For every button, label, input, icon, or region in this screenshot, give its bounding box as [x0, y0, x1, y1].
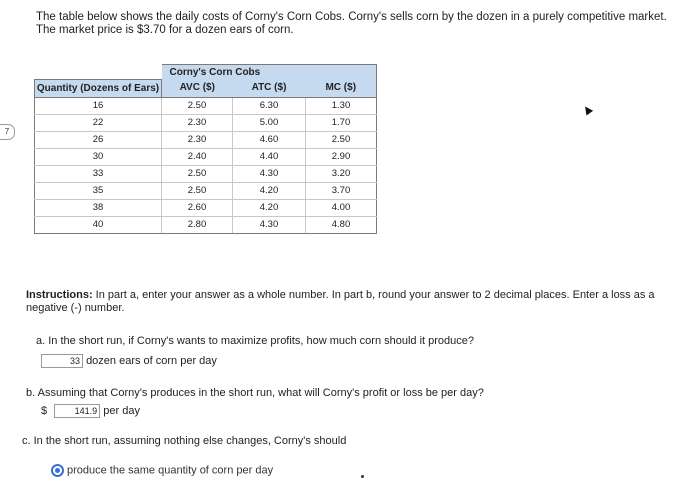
instructions [26, 289, 676, 314]
quantity-cell: 38 [35, 199, 162, 216]
table-row [35, 114, 377, 131]
table-row [35, 97, 377, 114]
atc-cell: 4.20 [233, 199, 306, 216]
quantity-cell: 35 [35, 182, 162, 199]
avc-cell: 2.50 [162, 182, 233, 199]
instructions-label: Instructions: [26, 289, 93, 301]
atc-cell: 4.60 [233, 131, 306, 148]
quantity-cell: 40 [35, 216, 162, 233]
part-b-answer-row [41, 404, 140, 418]
part-a-question: a. In the short run, if Corny's wants to maximize profits, how much corn should it produce? [36, 335, 475, 347]
intro-text: The table below shows the daily costs of Corny's Corn Cobs. Corny's sells corn by the dozen in a purely competitive market. The market price is $3.70 for a dozen ears of corn. [36, 11, 667, 36]
table-spacer [35, 65, 162, 80]
mc-cell: 1.30 [306, 97, 377, 114]
part-c-question: c. In the short run, assuming nothing else changes, Corny's should [22, 435, 347, 447]
part-c-option-label: produce the same quantity of corn per day [67, 464, 274, 477]
mc-cell: 1.70 [306, 114, 377, 131]
radio-selected-icon[interactable] [51, 464, 64, 477]
part-b-answer-input[interactable]: 141.9 [54, 404, 100, 418]
mc-cell: 4.80 [306, 216, 377, 233]
header-atc: ATC ($) [233, 79, 306, 97]
mc-cell: 3.20 [306, 165, 377, 182]
decorative-dot [361, 475, 364, 478]
table-row [35, 131, 377, 148]
table-row [35, 165, 377, 182]
avc-cell: 2.30 [162, 114, 233, 131]
avc-cell: 2.30 [162, 131, 233, 148]
mc-cell: 2.50 [306, 131, 377, 148]
atc-cell: 4.40 [233, 148, 306, 165]
avc-cell: 2.60 [162, 199, 233, 216]
question-number-tab[interactable]: 7 [0, 124, 15, 140]
header-quantity: Quantity (Dozens of Ears) [35, 79, 162, 97]
atc-cell: 4.20 [233, 182, 306, 199]
quantity-cell: 22 [35, 114, 162, 131]
atc-cell: 6.30 [233, 97, 306, 114]
part-c-selected-option[interactable] [51, 464, 273, 477]
table-row [35, 148, 377, 165]
quantity-cell: 16 [35, 97, 162, 114]
cost-table [34, 64, 377, 234]
quantity-cell: 26 [35, 131, 162, 148]
part-b-unit: per day [103, 404, 140, 417]
mc-cell: 4.00 [306, 199, 377, 216]
atc-cell: 5.00 [233, 114, 306, 131]
table-row [35, 199, 377, 216]
table-row [35, 216, 377, 233]
table-caption-text: Corny's Corn Cobs [169, 66, 261, 78]
mc-cell: 2.90 [306, 148, 377, 165]
quantity-cell: 33 [35, 165, 162, 182]
part-b-question: b. Assuming that Corny's produces in the short run, what will Corny's profit or loss be per day? [26, 387, 484, 399]
cost-table-body [35, 97, 377, 233]
avc-cell: 2.80 [162, 216, 233, 233]
avc-cell: 2.50 [162, 97, 233, 114]
atc-cell: 4.30 [233, 216, 306, 233]
part-a-answer-row [41, 354, 217, 368]
atc-cell: 4.30 [233, 165, 306, 182]
avc-cell: 2.40 [162, 148, 233, 165]
table-row [35, 182, 377, 199]
mouse-cursor-icon: ▲ [576, 98, 598, 120]
header-mc: MC ($) [306, 79, 377, 97]
avc-cell: 2.50 [162, 165, 233, 182]
quantity-cell: 30 [35, 148, 162, 165]
part-a-unit: dozen ears of corn per day [86, 354, 217, 367]
part-b-currency: $ [41, 404, 48, 417]
mc-cell: 3.70 [306, 182, 377, 199]
header-avc: AVC ($) [162, 79, 233, 97]
table-caption [162, 65, 377, 80]
part-a-answer-input[interactable]: 33 [41, 354, 83, 368]
instructions-text: In part a, enter your answer as a whole number. In part b, round your answer to 2 decimal places. Enter a loss as a negative (-) number. [26, 289, 655, 314]
